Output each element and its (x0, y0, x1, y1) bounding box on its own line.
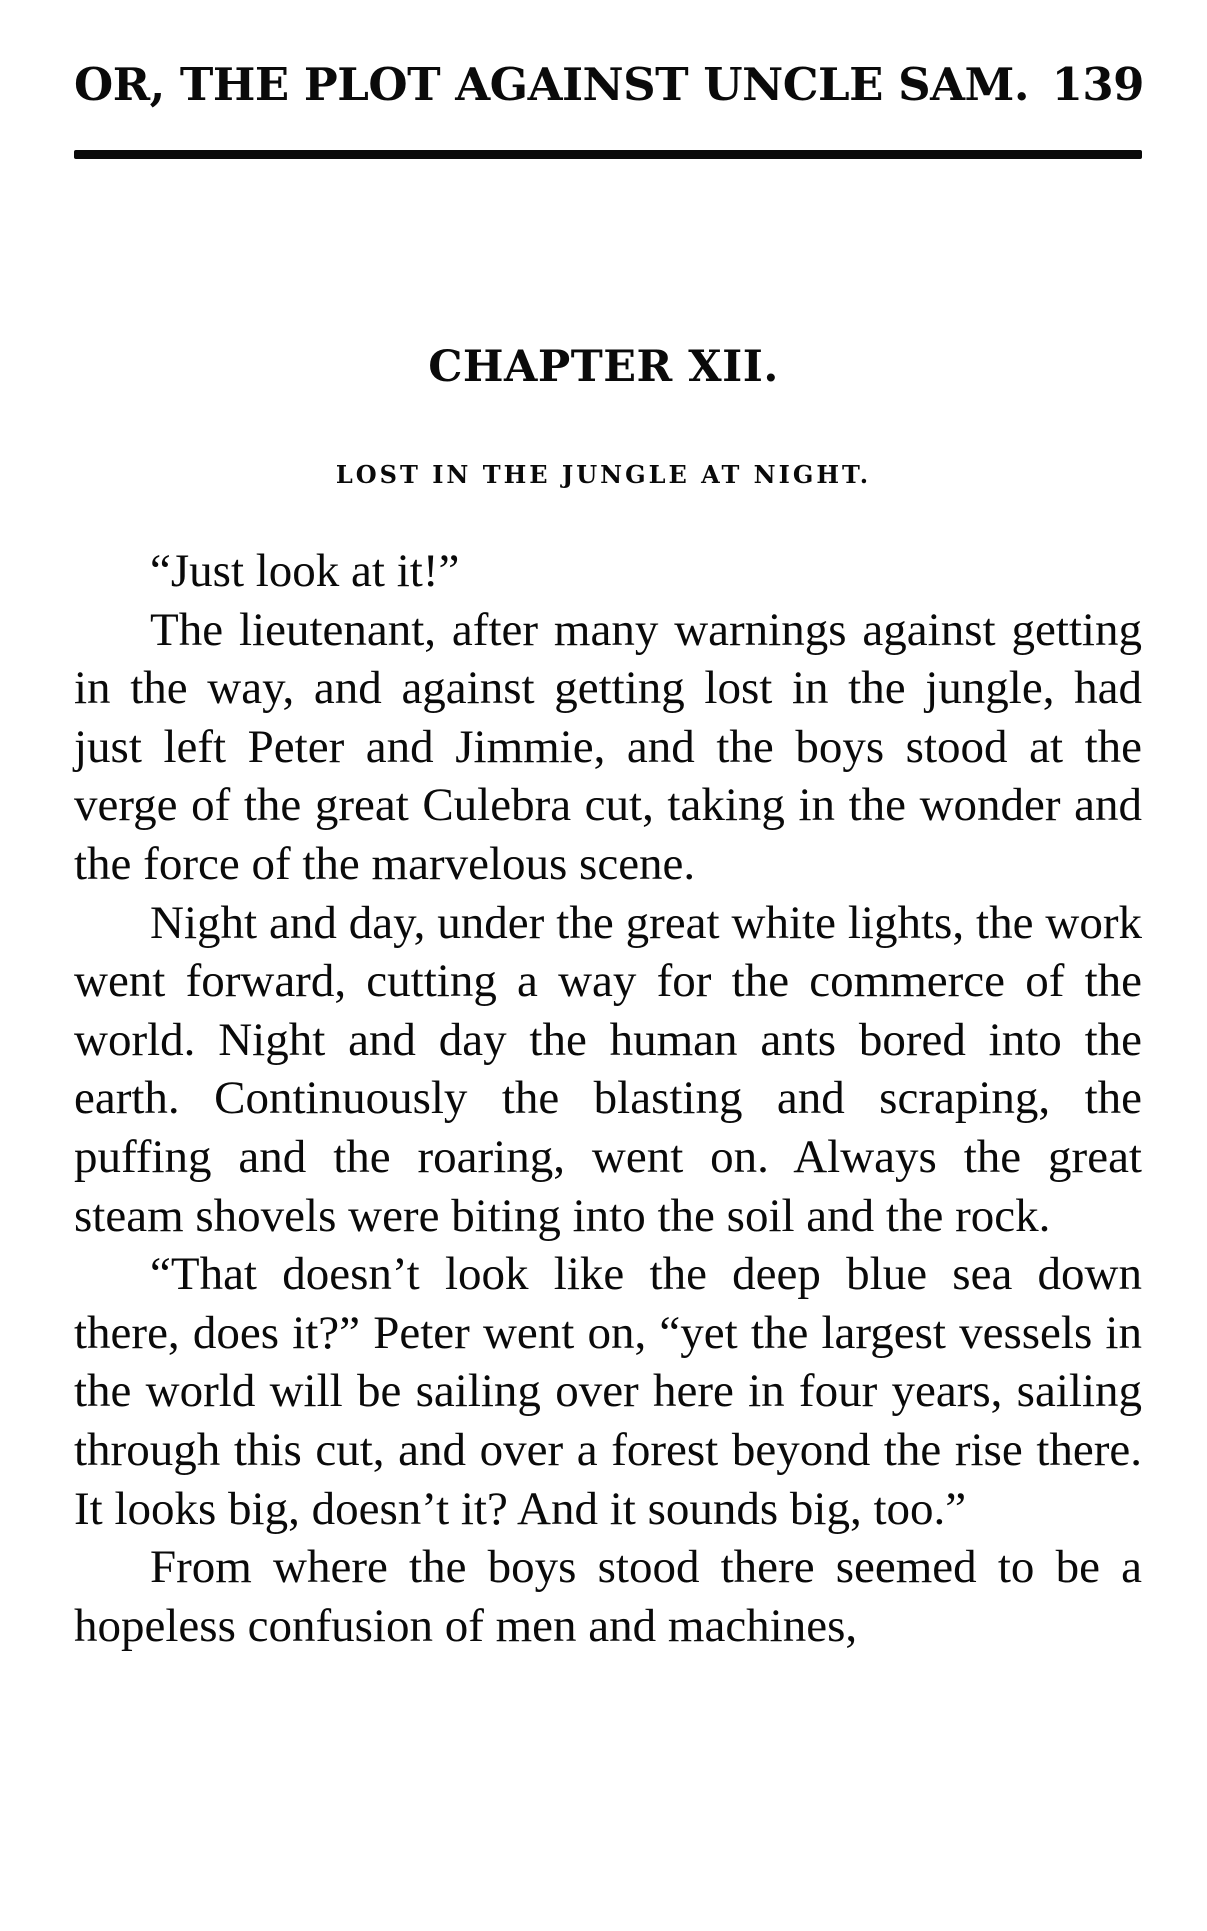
paragraph: “Just look at it!” (150, 545, 460, 597)
body-text (74, 542, 1142, 1655)
paragraph: “That doesn’t look like the deep blue sea down there, does it?” Peter went on, “yet the largest vessels in the world will be sailing over here in four years, sailing through this cut, and over a forest beyond the rise there. It looks big, doesn’t it? And it sounds big, too.” (74, 1248, 1142, 1535)
page-number: 139 (1051, 58, 1144, 111)
paragraph: The lieutenant, after many warnings against getting in the way, and against getting lost in the jungle, had just left Peter and Jimmie, and the boys stood at the verge of the great Culebra cut, taking in the wonder and the force of the marvelous scene. (74, 603, 1142, 890)
header-rule (74, 150, 1142, 159)
paragraph: Night and day, under the great white lights, the work went forward, cutting a way for the commerce of the world. Night and day the human ants bored into the earth. Continuously the blasting and scraping, the puffing and the roaring, went on. Always the great steam shovels were biting into the soil and the rock. (74, 896, 1142, 1242)
running-title: OR, THE PLOT AGAINST UNCLE SAM. (74, 58, 1030, 111)
paragraph: From where the boys stood there seemed to be a hopeless confusion of men and machines, (74, 1541, 1142, 1652)
running-head (74, 58, 1144, 118)
chapter-subtitle: LOST IN THE JUNGLE AT NIGHT. (335, 460, 872, 489)
chapter-title: CHAPTER XII. (428, 342, 779, 392)
